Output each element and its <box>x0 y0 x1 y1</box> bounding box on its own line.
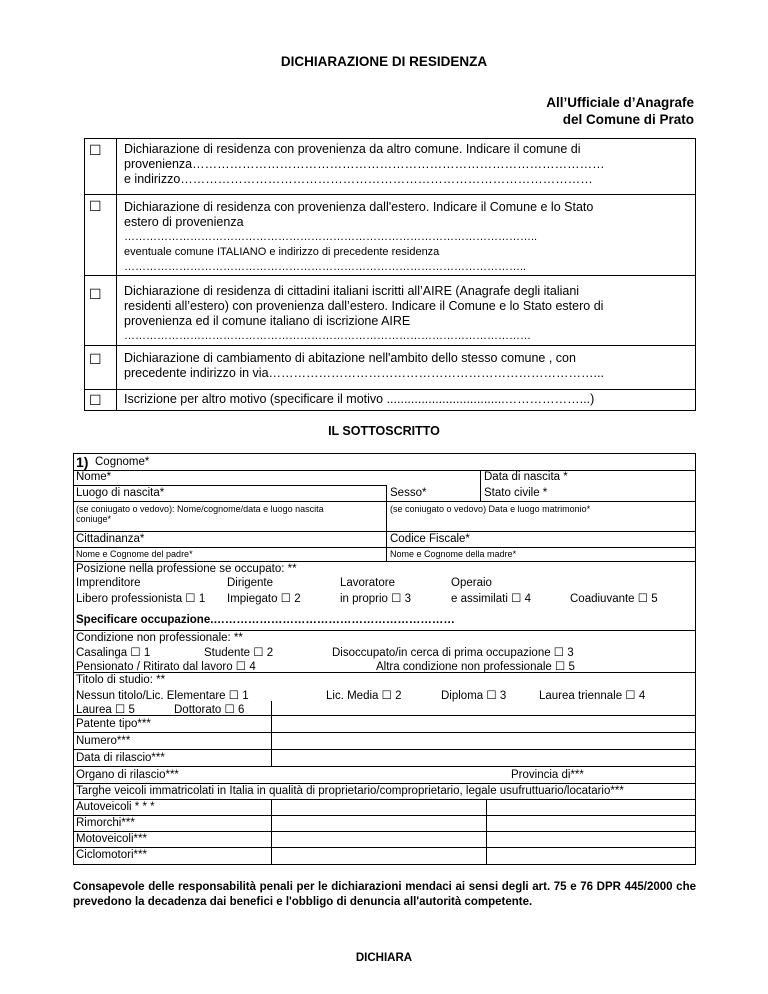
personal-data-form <box>73 453 696 865</box>
organo-rilascio-label[interactable]: Organo di rilascio*** <box>76 769 179 781</box>
patente-label[interactable]: Patente tipo*** <box>76 718 151 730</box>
option-line: Dichiarazione di residenza con provenienza dall'estero. Indicare il Comune e lo Stato <box>124 200 594 214</box>
divider <box>271 733 272 749</box>
motoveicoli-label[interactable]: Motoveicoli*** <box>76 833 147 845</box>
divider <box>386 502 387 531</box>
option-coadiuvante[interactable]: Coadiuvante ☐ 5 <box>570 593 658 605</box>
option-casalinga[interactable]: Casalinga ☐ 1 <box>76 647 151 659</box>
option-nessun-titolo[interactable]: Nessun titolo/Lic. Elementare ☐ 1 <box>76 690 249 702</box>
legal-notice: Consapevole delle responsabilità penali per le dichiarazioni mendaci ai sensi degli art. 75 e 76 DPR 445/2000 che prevedono la decadenza dai benefici e l'obbligo di denuncia all'autorità competente. <box>73 881 696 908</box>
ciclomotori-label[interactable]: Ciclomotori*** <box>76 849 147 861</box>
option-line: Iscrizione per altro motivo (specificare il motivo ..................................………………...) <box>124 392 595 406</box>
option-line: eventuale comune ITALIANO e indirizzo di precedente residenza <box>124 246 440 258</box>
option-line: e indirizzo……………………………………………………………………………………… <box>124 172 593 186</box>
divider <box>486 848 487 864</box>
option-row-aire <box>85 276 695 346</box>
nome-row <box>74 471 695 502</box>
coniuge-label-2: coniuge* <box>76 514 112 524</box>
divider <box>271 716 272 732</box>
checkbox[interactable]: ☐ <box>85 346 117 389</box>
condizione-row <box>74 631 695 673</box>
option-line: ……………………………………………………………………………………………….. <box>124 261 527 273</box>
nome-label[interactable]: Nome* <box>76 471 112 483</box>
checkbox[interactable]: ☐ <box>85 390 117 410</box>
luogo-nascita-label[interactable]: Luogo di nascita* <box>76 487 165 499</box>
page-title: DICHIARAZIONE DI RESIDENZA <box>280 54 488 69</box>
condizione-title: Condizione non professionale: ** <box>76 632 243 644</box>
rimorchi-label[interactable]: Rimorchi*** <box>76 817 135 829</box>
option-row-cambio-abitazione <box>85 346 695 390</box>
dirigente-label: Dirigente <box>227 577 274 589</box>
option-libero-professionista[interactable]: Libero professionista ☐ 1 <box>76 593 206 605</box>
divider <box>271 816 272 831</box>
coniuge-row <box>74 502 695 532</box>
organo-rilascio-row <box>74 767 695 784</box>
genitori-row <box>74 548 695 562</box>
autoveicoli-label[interactable]: Autoveicoli * * * <box>76 801 155 813</box>
divider <box>486 816 487 831</box>
cittadinanza-row <box>74 532 695 548</box>
divider <box>271 750 272 766</box>
option-line: residenti all’estero) con provenienza dall’estero. Indicare il Comune e lo Stato estero di <box>124 299 604 313</box>
option-studente[interactable]: Studente ☐ 2 <box>204 647 274 659</box>
numero-label[interactable]: Numero*** <box>76 735 131 747</box>
option-laurea[interactable]: Laurea ☐ 5 <box>76 704 135 716</box>
divider <box>271 832 272 847</box>
option-dottorato[interactable]: Dottorato ☐ 6 <box>174 704 245 716</box>
option-diploma[interactable]: Diploma ☐ 3 <box>441 690 507 702</box>
option-impiegato[interactable]: Impiegato ☐ 2 <box>227 593 301 605</box>
targhe-label: Targhe veicoli immatricolati in Italia in qualità di proprietario/comproprietario, legale usufruttuario/locatario*** <box>76 785 624 797</box>
posizione-row <box>74 562 695 631</box>
option-text <box>117 390 695 410</box>
stato-civile-label[interactable]: Stato civile * <box>484 487 548 499</box>
divider <box>386 485 387 501</box>
divider <box>486 800 487 815</box>
ciclomotori-row <box>74 848 695 864</box>
option-laurea-triennale[interactable]: Laurea triennale ☐ 4 <box>539 690 646 702</box>
cittadinanza-label[interactable]: Cittadinanza* <box>76 533 145 545</box>
recipient <box>546 94 694 128</box>
option-row-estero <box>85 195 695 276</box>
option-line: provenienza……………………………………………………………………………………… <box>124 157 605 171</box>
checkbox[interactable]: ☐ <box>85 276 117 345</box>
option-text <box>117 346 695 389</box>
titolo-studio-row <box>74 673 695 716</box>
residence-type-options <box>84 138 696 411</box>
divider <box>386 548 387 561</box>
data-nascita-label[interactable]: Data di nascita * <box>484 471 568 483</box>
specificare-occupazione[interactable]: Specificare occupazione.……………………………………………………… <box>76 614 455 626</box>
divider <box>271 848 272 864</box>
madre-label[interactable]: Nome e Cognome della madre* <box>390 549 517 559</box>
option-line: precedente indirizzo in via……………………………………………………………………... <box>124 366 604 380</box>
option-line: provenienza ed il comune italiano di iscrizione AIRE <box>124 314 411 328</box>
option-licenza-media[interactable]: Lic. Media ☐ 2 <box>326 690 402 702</box>
option-line: Dichiarazione di cambiamento di abitazione nell'ambito dello stesso comune , con <box>124 351 576 365</box>
divider <box>271 701 272 715</box>
option-lavoratore-in-proprio[interactable]: in proprio ☐ 3 <box>340 593 412 605</box>
recipient-line-1: All’Ufficiale d’Anagrafe <box>546 95 694 110</box>
checkbox[interactable]: ☐ <box>85 195 117 275</box>
data-rilascio-row <box>74 750 695 767</box>
option-row-altro-comune <box>85 139 695 195</box>
posizione-title: Posizione nella professione se occupato: ** <box>76 563 297 575</box>
codice-fiscale-label[interactable]: Codice Fiscale* <box>390 533 470 545</box>
cognome-row <box>74 454 695 471</box>
person-number: 1) <box>76 454 89 470</box>
provincia-label[interactable]: Provincia di*** <box>511 769 584 781</box>
rimorchi-row <box>74 816 695 832</box>
data-rilascio-label[interactable]: Data di rilascio*** <box>76 752 165 764</box>
option-altra-condizione[interactable]: Altra condizione non professionale ☐ 5 <box>376 661 575 673</box>
option-line: Dichiarazione di residenza di cittadini italiani iscritti all’AIRE (Anagrafe degli italiani <box>124 284 580 298</box>
numero-row <box>74 733 695 750</box>
option-line: ………………………………………………………………………………………………… <box>124 330 531 342</box>
option-row-altro-motivo <box>85 390 695 410</box>
autoveicoli-row <box>74 800 695 816</box>
matrimonio-label[interactable]: (se coniugato o vedovo) Data e luogo matrimonio* <box>390 504 591 514</box>
option-text <box>117 195 695 275</box>
targhe-row <box>74 784 695 800</box>
cognome-label[interactable]: Cognome* <box>95 456 150 468</box>
sesso-label[interactable]: Sesso* <box>390 487 427 499</box>
option-line: ………………………………………………………………………………………………….. <box>124 231 538 243</box>
patente-row <box>74 716 695 733</box>
titolo-studio-title: Titolo di studio: ** <box>76 674 166 686</box>
divider <box>486 832 487 847</box>
option-operaio[interactable]: e assimilati ☐ 4 <box>451 593 531 605</box>
coniuge-label[interactable]: (se coniugato o vedovo): Nome/cognome/data e luogo nascita <box>76 504 324 514</box>
operaio-label: Operaio <box>451 577 492 589</box>
section-heading: IL SOTTOSCRITTO <box>328 424 440 438</box>
option-text <box>117 276 695 345</box>
lavoratore-label: Lavoratore <box>340 577 395 589</box>
recipient-line-2: del Comune di Prato <box>562 112 694 127</box>
checkbox[interactable]: ☐ <box>85 139 117 194</box>
padre-label[interactable]: Nome e Cognome del padre* <box>76 549 193 559</box>
motoveicoli-row <box>74 832 695 848</box>
option-line: Dichiarazione di residenza con provenienza da altro comune. Indicare il comune di <box>124 142 581 156</box>
option-line: estero di provenienza <box>124 215 244 229</box>
divider <box>74 485 386 486</box>
divider <box>480 471 481 501</box>
option-disoccupato[interactable]: Disoccupato/in cerca di prima occupazione ☐ 3 <box>332 647 574 659</box>
option-text <box>117 139 695 194</box>
dichiara-heading: DICHIARA <box>355 952 413 964</box>
divider <box>386 532 387 547</box>
imprenditore-label: Imprenditore <box>76 577 141 589</box>
option-pensionato[interactable]: Pensionato / Ritirato dal lavoro ☐ 4 <box>76 661 256 673</box>
divider <box>271 800 272 815</box>
